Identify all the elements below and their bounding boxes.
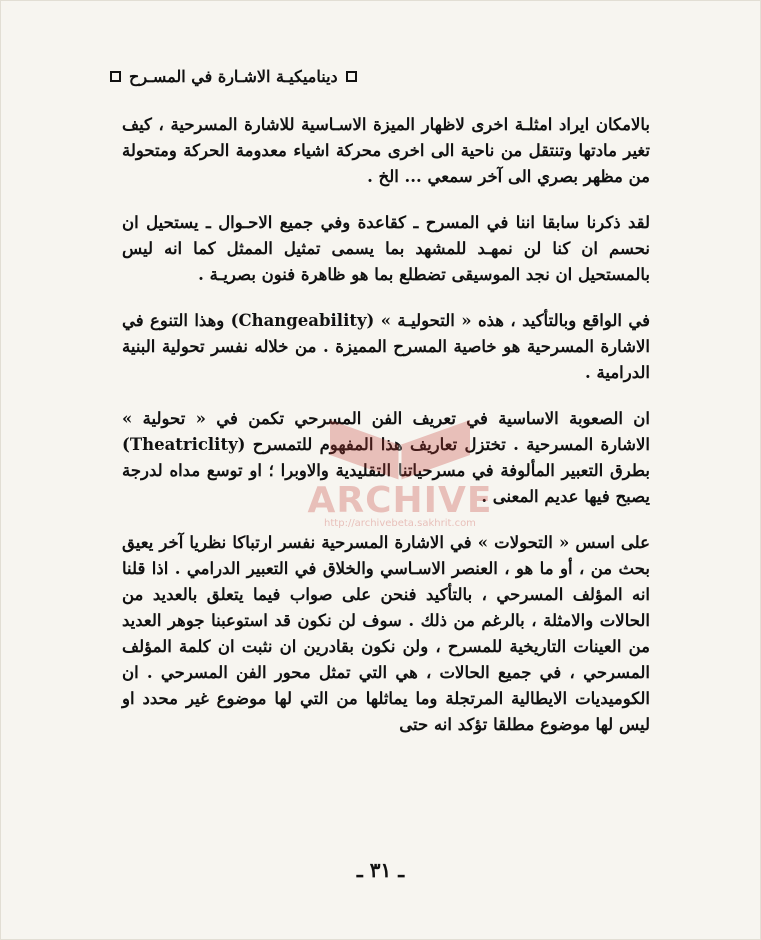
paragraph-1: بالامكان ايراد امثلـة اخرى لاظهار الميزة الاسـاسية للاشارة المسرحية ، كيف تغير مادتها وتنتقل من ناحية الى اخرى محركة اشياء معدومة الحركة ومتحولة من مظهر بصري الى آخر سمعي ... الخ .	[122, 115, 650, 186]
header-title: ديناميكيـة الاشـارة في المسـرح	[129, 66, 338, 86]
header-box-right-icon	[110, 71, 121, 82]
paragraph-2: لقد ذكرنا سابقا اننا في المسرح ـ كقاعدة وفي جميع الاحـوال ـ يستحيل ان نحسم ان كنا لن نمهـد للمشهد بما يسمى تمثيل الممثل كما انه ليس بالمستحيل ان نجد الموسيقى تضطلع بما هو ظاهرة فنون بصريـة .	[122, 213, 650, 284]
body-text	[122, 112, 650, 754]
page-number: ـ ٣١ ـ	[356, 858, 405, 882]
watermark-url: http://archivebeta.sakhrit.com	[324, 518, 476, 529]
running-header	[110, 62, 650, 90]
paragraph-5: على اسس « التحولات » في الاشارة المسرحية نفسر ارتباكا نظريا آخر يعيق بحث من ، أو ما هو ، العنصر الاسـاسي والخلاق في التعبير الدرامي . اذا قلنا انه المؤلف المسرحي ، بالتأكيد فنحن على صواب فيما يتعلق بالعديد من الحالات والامثلة ، بالرغم من ذلك . سوف لن نكون قد استوعبنا جوهر العديد من العينات التاريخية للمسرح ، ولن نكون بقادرين ان نثبت ان كلمة المؤلف المسرحي ، في جميع الحالات ، هي التي تمثل محور الفن المسرحي . ان الكوميديات الايطالية المرتجلة وما يماثلها من التي لها موضوع غير محدد او ليس لها موضوع مطلقا تؤكد انه حتى	[122, 533, 650, 734]
watermark-text: ARCHIVE	[307, 480, 493, 521]
paragraph-4: ان الصعوبة الاساسية في تعريف الفن المسرحي تكمن في « تحولية » الاشارة المسرحية . تختزل تعاريف هذا المفهوم للتمسرح (Theatriclity) بطرق التعبير المألوفة في مسرحياتنا التقليدية والاوبرا ؛ او توسع مداه لدرجة يصبح فيها عديم المعنى .	[122, 409, 650, 506]
paragraph-3: في الواقع وبالتأكيد ، هذه « التحوليـة » (Changeability) وهذا التنوع في الاشارة المسرحية هو خاصية المسرح المميزة . من خلاله نفسر تحولية البنية الدرامية .	[122, 311, 650, 382]
header-box-left-icon	[346, 71, 357, 82]
